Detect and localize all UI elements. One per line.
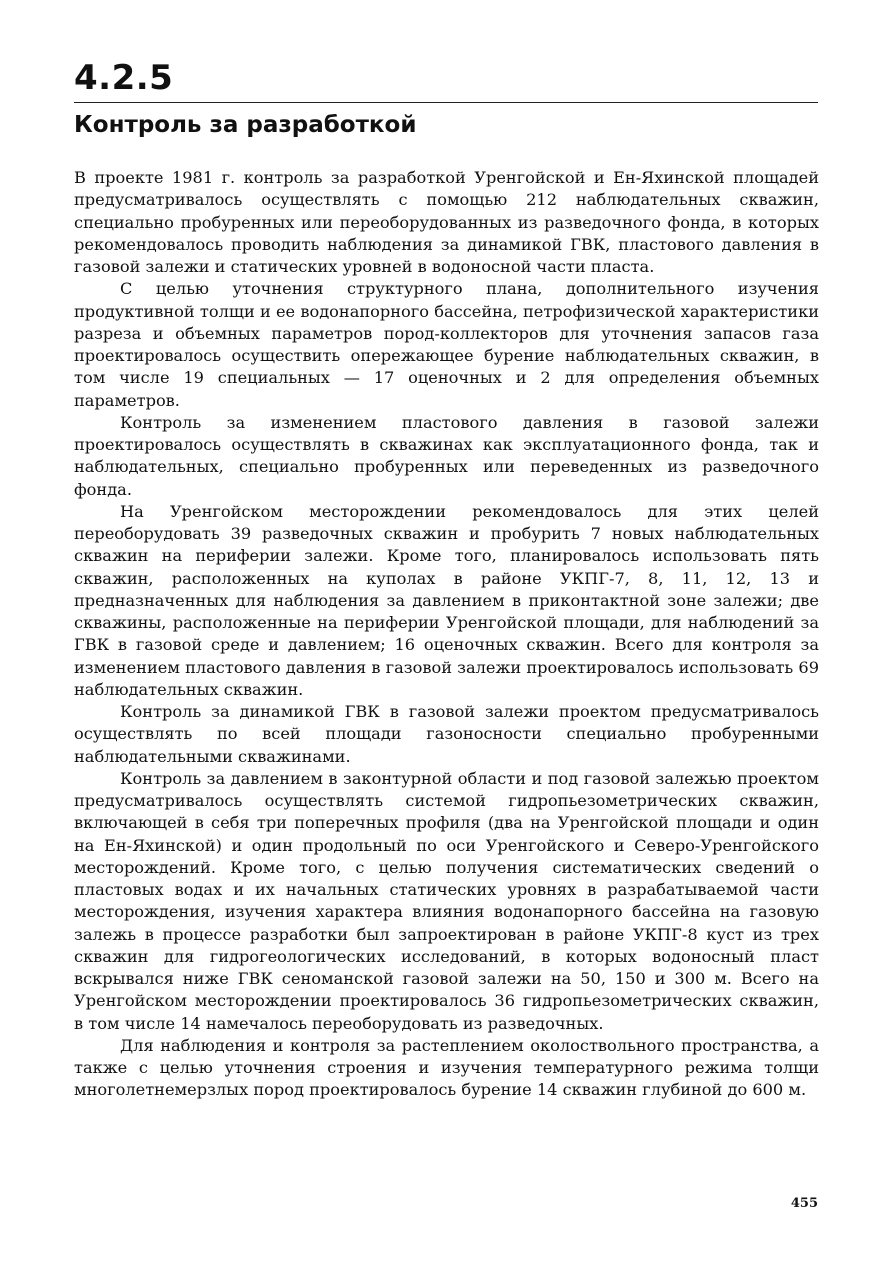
- heading-rule: [74, 102, 818, 103]
- section-title: Контроль за разработкой: [74, 112, 417, 138]
- section-number: 4.2.5: [74, 58, 174, 98]
- paragraph-2: С целью уточнения структурного плана, дополнительного изучения продуктивной толщи и ее водонапорного бассейна, петрофизической характеристики разреза и объемных параметров пород-коллекторов для уточнения запасов газа проектировалось осуществить опережающее бурение наблюдательных скважин, в том числе 19 специальных — 17 оценочных и 2 для определения объемных параметров.: [74, 279, 819, 410]
- paragraph-3: Контроль за изменением пластового давления в газовой залежи проектировалось осуществлять в скважинах как эксплуатационного фонда, так и наблюдательных, специально пробуренных или переведенных из разведочного фонда.: [74, 412, 819, 499]
- paragraph-4: На Уренгойском месторождении рекомендовалось для этих целей переоборудовать 39 разведочных скважин и пробурить 7 новых наблюдательных скважин на периферии залежи. Кроме того, планировалось использовать пять скважин, расположенных на куполах в районе УКПГ-7, 8, 11, 12, 13 и предназначенных для наблюдения за давлением в приконтактной зоне залежи; две скважины, расположенные на периферии Уренгойской площади, для наблюдений за ГВК в газовой среде и давлением; 16 оценочных скважин. Всего для контроля за изменением пластового давления в газовой залежи проектировалось использовать 69 наблюдательных скважин.: [74, 501, 819, 699]
- paragraph-5: Контроль за динамикой ГВК в газовой залежи проектом предусматривалось осуществлять по всей площади газоносности специально пробуренными наблюдательными скважинами.: [74, 702, 819, 766]
- paragraph-1: В проекте 1981 г. контроль за разработкой Уренгойской и Ен-Яхинской площадей предусматривалось осуществлять с помощью 212 наблюдательных скважин, специально пробуренных или переоборудованных из разведочного фонда, в которых рекомендовалось проводить наблюдения за динамикой ГВК, пластового давления в газовой залежи и статических уровней в водоносной части пласта.: [74, 168, 819, 276]
- paragraph-7: Для наблюдения и контроля за растеплением околоствольного пространства, а также с целью уточнения строения и изучения температурного режима толщи многолетнемерзлых пород проектировалось бурение 14 скважин глубиной до 600 м.: [74, 1035, 819, 1100]
- page-number: 455: [790, 1196, 818, 1211]
- paragraph-6: Контроль за давлением в законтурной области и под газовой залежью проектом предусматривалось осуществлять системой гидропьезометрических скважин, включающей в себя три поперечных профиля (два на Уренгойской площади и один на Ен-Яхинской) и один продольный по оси Уренгойского и Северо-Уренгойского месторождений. Кроме того, с целью получения систематических сведений о пластовых водах и их начальных статических уровнях в разрабатываемой части месторождения, изучения характера влияния водонапорного бассейна на газовую залежь в процессе разработки был запроектирован в районе УКПГ-8 куст из трех скважин для гидрогеологических исследований, в которых водоносный пласт вскрывался ниже ГВК сеноманской газовой залежи на 50, 150 и 300 м. Всего на Уренгойском месторождении проектировалось 36 гидропьезометрических скважин, в том числе 14 намечалось переоборудовать из разведочных.: [74, 768, 819, 1033]
- body-text: [74, 167, 819, 1102]
